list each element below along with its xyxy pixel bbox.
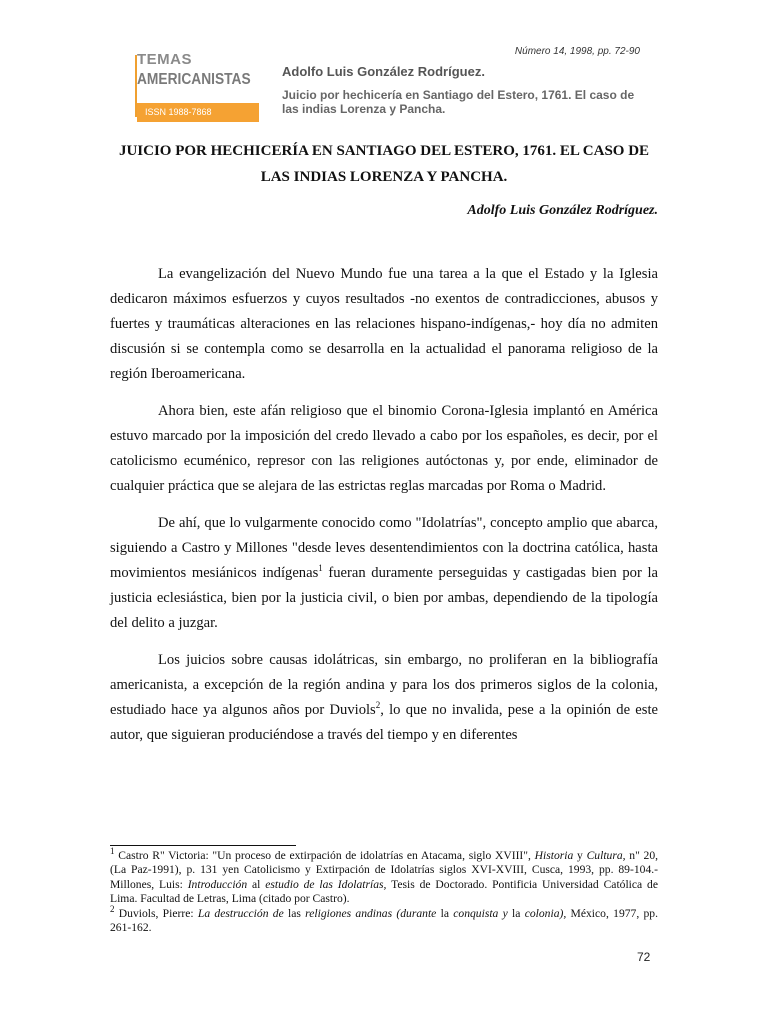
footnote-2-text: México, 1977, pp. 261-162. xyxy=(110,906,659,935)
paragraph-3-part-b: fueran duramente perseguidas y castigadas bien por la justicia eclesiástica, bien por la justicia civil, o bien por ambas, dependiendo de la tipología del delito a juzgar. xyxy=(110,565,658,631)
footnote-ref-2: 2 xyxy=(375,700,381,711)
paragraph-4-part-a: Los juicios sobre causas idolátricas, sin embargo, no proliferan en la bibliografía americanista, a excepción de la región andina y para los dos primeros siglos de la colonia, estudiado hace ya algunos años por Duviols xyxy=(110,652,658,718)
footnote-1 xyxy=(110,846,659,907)
footnote-1-italic: Historia xyxy=(534,849,574,862)
footnote-2-italic: conquista y xyxy=(453,906,508,920)
header-subtitle: Juicio por hechicería en Santiago del Estero, 1761. El caso de las indias Lorenza y Pancha. xyxy=(282,88,635,116)
footnote-1-text: n" 20, (La Paz-1991), p. 131 yen Catolicismo y Extirpación de Idolatrías siglos XVI-XVIII, Cusca, 1993, pp. 89-104.- Millones, Luis: xyxy=(110,849,659,891)
logo-temas: TEMAS xyxy=(137,51,192,68)
page-header xyxy=(0,0,768,130)
footnotes xyxy=(110,846,659,935)
article-byline: Adolfo Luis González Rodríguez. xyxy=(467,203,658,218)
footnote-2 xyxy=(110,903,659,936)
journal-reference: Número 14, 1998, pp. 72-90 xyxy=(514,46,640,57)
logo-americanistas: AMERICANISTAS xyxy=(137,71,251,88)
footnote-ref-1: 1 xyxy=(318,563,323,574)
footnote-2-italic: colonia), xyxy=(524,906,567,920)
footnote-1-text: al xyxy=(247,877,266,891)
paragraph-2: Ahora bien, este afán religioso que el binomio Corona-Iglesia implantó en América estuvo marcado por la imposición del credo llevado a cabo por los españoles, es decir, por el catolicismo ecuménico, represor con las religiones autóctonas y, por ende, eliminador de cualquier práctica que se alejara de las estrictas reglas marcadas por Roma o Madrid. xyxy=(110,403,658,494)
header-author: Adolfo Luis González Rodríguez. xyxy=(282,64,485,79)
footnote-divider xyxy=(110,845,296,846)
footnote-2-italic: La destrucción de xyxy=(197,906,284,920)
footnote-2-italic: religiones andinas (durante xyxy=(305,906,437,920)
journal-logo xyxy=(133,47,265,127)
footnote-2-text: la xyxy=(436,906,454,920)
paragraph-3 xyxy=(110,511,658,636)
logo-issn: ISSN 1988-7868 xyxy=(137,103,259,122)
article-title: JUICIO POR HECHICERÍA EN SANTIAGO DEL ESTERO, 1761. EL CASO DE LAS INDIAS LORENZA Y PANCHA. xyxy=(118,143,650,185)
footnote-1-text: Tesis de Doctorado. Pontificia Universidad Católica de Lima. Facultad de Letras, Lima (citado por Castro). xyxy=(110,877,658,906)
footnote-1-text: Castro R" Victoria: "Un proceso de extirpación de idolatrías en Atacama, siglo XVIII", xyxy=(114,849,535,862)
article-body xyxy=(110,262,658,760)
paragraph-4-part-b: , lo que no invalida, pese a la opinión de este autor, que siguieran produciéndose a través del tiempo y en diferentes xyxy=(110,702,658,743)
footnote-1-text: y xyxy=(573,849,587,862)
footnote-1-italic: estudio de las Idolatrías, xyxy=(265,877,387,891)
footnote-2-text: la xyxy=(507,906,525,920)
footnote-2-number: 2 xyxy=(110,903,115,914)
page-number: 72 xyxy=(637,950,651,964)
footnote-2-text: Duviols, Pierre: xyxy=(114,906,198,920)
footnote-2-text: las xyxy=(283,906,306,920)
footnote-1-italic: Cultura, xyxy=(586,849,626,862)
footnote-1-number: 1 xyxy=(110,846,115,857)
paragraph-4 xyxy=(110,648,658,748)
footnote-1-italic: Introducción xyxy=(187,877,248,891)
paragraph-1: La evangelización del Nuevo Mundo fue una tarea a la que el Estado y la Iglesia dedicaron máximos esfuerzos y cuyos resultados -no exentos de contradicciones, abusos y fuertes y traumáticas alteraciones en las relaciones hispano-indígenas,- hoy día no admiten discusión si se contempla como se desarrolla en la actualidad el panorama religioso de la región Iberoamericana. xyxy=(110,266,658,382)
paragraph-3-part-a: De ahí, que lo vulgarmente conocido como "Idolatrías", concepto amplio que abarca, siguiendo a Castro y Millones "desde leves desentendimientos con la doctrina católica, hasta movimientos mesiánicos indígenas xyxy=(110,515,658,581)
